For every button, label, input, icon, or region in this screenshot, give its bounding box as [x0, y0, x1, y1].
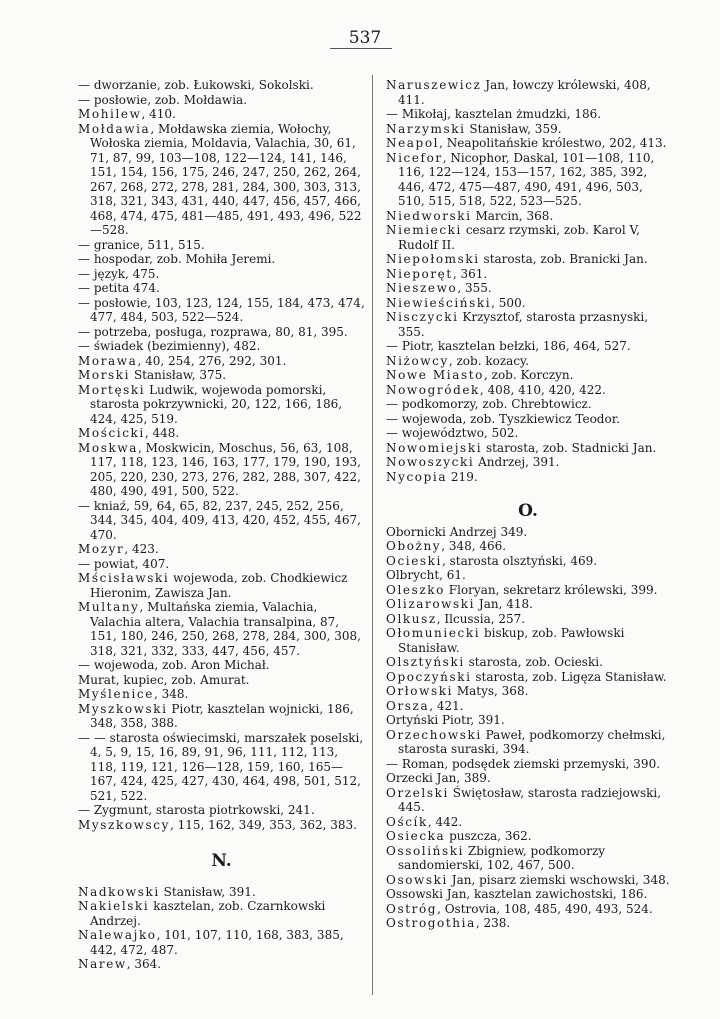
index-entry — [386, 223, 670, 252]
entry-headword: Olizarowski — [386, 597, 476, 611]
index-entry — [386, 122, 670, 137]
index-entry — [78, 803, 365, 818]
entry-headword: Olsztyński — [386, 655, 465, 669]
entry-headword: Olkusz — [386, 611, 437, 626]
entry-headword: Nycopia — [386, 469, 448, 484]
index-entry — [78, 957, 365, 972]
entry-text: Ossowski Jan, kasztelan zawichostski, 186. — [386, 887, 648, 901]
entry-text: — posłowie, zob. Mołdawia. — [78, 92, 248, 107]
entry-text: , 423. — [124, 542, 159, 556]
entry-text: — — starosta oświecimski, marszałek poselski, 4, 5, 9, 15, 16, 89, 91, 96, 111, 112, 113, 118, 119, 121, 126—128, 159, 160, 165—167, 424, 425, 427, 430, 464, 498, 501, 512, 521, 522. — [78, 730, 364, 803]
entry-headword: Mołdawia — [78, 121, 151, 136]
index-entry — [78, 252, 365, 267]
index-entry — [78, 267, 365, 282]
index-entry — [386, 310, 670, 339]
index-entry — [386, 887, 670, 902]
entry-text: starosta, zob. Ocieski. — [464, 655, 603, 669]
entry-headword: Morawa — [78, 353, 138, 368]
entry-headword: Obożny — [386, 539, 442, 553]
index-entry — [386, 757, 670, 772]
index-entry — [78, 368, 365, 383]
index-entry — [386, 426, 670, 441]
entry-text: starosta, zob. Stadnicki Jan. — [482, 440, 657, 455]
index-entry — [386, 107, 670, 122]
entry-headword: Orzechowski — [386, 727, 482, 742]
index-entry — [78, 687, 365, 702]
entry-text: , 238. — [475, 916, 511, 930]
entry-text: Jan, 418. — [475, 597, 533, 611]
index-entry — [386, 699, 670, 714]
entry-headword: Nieszewo — [386, 281, 458, 295]
entry-headword: Multany — [78, 600, 140, 614]
o-entry-list — [386, 525, 670, 931]
index-entry — [78, 658, 365, 673]
entry-text: , 442. — [427, 814, 463, 829]
entry-headword: Niewieściński — [386, 295, 492, 310]
entry-headword: Mościcki — [78, 426, 145, 440]
entry-text: cesarz rzymski, zob. Karol V, Rudolf II. — [398, 223, 640, 252]
entry-text: Stanisław, 359. — [465, 121, 562, 136]
entry-text: Ortyński Piotr, 391. — [386, 713, 505, 727]
left-entry-list — [78, 78, 365, 832]
entry-headword: Osowski — [386, 872, 448, 887]
index-entry — [386, 281, 670, 296]
entry-text: Świętosław, starosta radziejowski, 445. — [398, 785, 662, 814]
entry-text: starosta, zob. Branicki Jan. — [479, 252, 648, 266]
index-entry — [386, 597, 670, 612]
entry-text: Obornicki Andrzej 349. — [386, 524, 528, 539]
index-entry — [78, 600, 365, 658]
entry-headword: Ostrogothia — [386, 916, 476, 930]
entry-text: — granice, 511, 515. — [78, 237, 205, 252]
index-entry — [386, 670, 670, 685]
index-entry — [386, 252, 670, 267]
right-column — [386, 78, 670, 931]
index-entry — [386, 296, 670, 311]
entry-headword: Narew — [78, 957, 127, 971]
entry-text: , zob. Korczyn. — [484, 368, 574, 382]
index-entry — [386, 916, 670, 931]
index-entry — [78, 499, 365, 543]
entry-text: Stanisław, 375. — [130, 368, 227, 382]
entry-text: — Zygmunt, starosta piotrkowski, 241. — [78, 803, 315, 817]
entry-headword: Niżowcy — [386, 353, 449, 368]
entry-text: — powiat, 407. — [78, 556, 170, 571]
entry-text: Paweł, podkomorzy chełmski, starosta suraski, 394. — [398, 727, 666, 756]
entry-text: Ludwik, wojewoda pomorski, starosta pokrzywnicki, 20, 122, 166, 186, 424, 425, 519. — [90, 382, 343, 426]
index-entry — [78, 899, 365, 928]
index-entry — [386, 568, 670, 583]
entry-text: Olbrycht, 61. — [386, 568, 466, 582]
left-column — [78, 78, 365, 972]
index-entry — [386, 583, 670, 598]
index-entry — [386, 368, 670, 383]
entry-headword: Ossoliński — [386, 843, 465, 858]
entry-text: Krzysztof, starosta przasnyski, 355. — [398, 310, 649, 339]
entry-headword: Nowomiejski — [386, 440, 483, 455]
entry-text: Murat, kupiec, zob. Amurat. — [78, 672, 250, 687]
entry-text: — wojewoda, zob. Aron Michał. — [78, 658, 270, 672]
entry-text: — Piotr, kasztelan bełzki, 186, 464, 527. — [386, 339, 631, 353]
entry-text: , zob. kozacy. — [448, 353, 530, 368]
entry-text: — podkomorzy, zob. Chrebtowicz. — [386, 397, 592, 411]
n-entry-list — [78, 885, 365, 972]
index-entry — [78, 885, 365, 900]
index-entry — [78, 731, 365, 804]
entry-text: Floryan, sekretarz królewski, 399. — [444, 582, 658, 597]
entry-text: 219. — [447, 469, 478, 484]
index-entry — [78, 426, 365, 441]
entry-headword: Orłowski — [386, 684, 454, 698]
entry-text: , Moskwicin, Moschus, 56, 63, 108, 117, 118, 123, 146, 163, 177, 179, 190, 193, 205, 220, 230, 273, 276, 282, 288, 307, 422, 480, 490, 491, 500, 522. — [90, 440, 361, 498]
index-entry — [78, 557, 365, 572]
index-entry — [78, 238, 365, 253]
column-divider — [372, 75, 373, 995]
index-entry — [78, 122, 365, 238]
section-heading-n: N. — [211, 851, 232, 871]
entry-text: Jan, pisarz ziemski wschowski, 348. — [447, 872, 670, 887]
entry-text: — wojewoda, zob. Tyszkiewicz Teodor. — [386, 411, 620, 426]
entry-text: — język, 475. — [78, 266, 160, 281]
entry-text: Jan, łowczy królewski, 408, 411. — [398, 78, 651, 107]
entry-text: kasztelan, zob. Czarnkowski Andrzej. — [90, 899, 326, 928]
index-entry — [386, 539, 670, 554]
entry-text: , 421. — [429, 698, 464, 713]
index-entry — [386, 412, 670, 427]
index-entry — [78, 281, 365, 296]
index-entry — [386, 655, 670, 670]
entry-headword: Nisczycki — [386, 310, 459, 324]
index-entry — [78, 928, 365, 957]
entry-text: — posłowie, 103, 123, 124, 155, 184, 473, 474, 477, 484, 503, 522—524. — [78, 295, 365, 324]
entry-text: , 408, 410, 420, 422. — [479, 382, 606, 397]
entry-text: , 500. — [491, 295, 526, 310]
index-entry — [386, 209, 670, 224]
index-entry — [386, 554, 670, 569]
entry-headword: Myślenice — [78, 687, 154, 701]
entry-headword: Niemiecki — [386, 223, 462, 237]
entry-headword: Myszkowski — [78, 701, 168, 716]
entry-headword: Nowogródek — [386, 382, 480, 397]
index-entry — [386, 771, 670, 786]
entry-text: — petita 474. — [78, 281, 160, 295]
entry-headword: Nicefor — [386, 150, 443, 165]
entry-headword: Nakielski — [78, 899, 150, 913]
entry-text: , Neapolitańskie królestwo, 202, 413. — [439, 136, 667, 150]
entry-text: , Ilcussia, 257. — [436, 611, 526, 626]
entry-text: , 348. — [153, 687, 189, 701]
index-entry — [78, 441, 365, 499]
entry-text: puszcza, 362. — [445, 829, 532, 843]
entry-headword: Osiecka — [386, 829, 446, 843]
entry-headword: Niepołomski — [386, 252, 480, 266]
right-entry-list — [386, 78, 670, 484]
entry-text: — Mikołaj, kasztelan żmudzki, 186. — [386, 107, 602, 121]
index-entry — [78, 354, 365, 369]
index-entry — [78, 673, 365, 688]
entry-headword: Ocieski — [386, 553, 442, 568]
entry-headword: Nowe Miasto — [386, 368, 484, 382]
index-entry — [386, 339, 670, 354]
entry-text: — potrzeba, posługa, rozprawa, 80, 81, 395. — [78, 324, 348, 339]
entry-headword: Niedworski — [386, 208, 472, 223]
entry-text: Zbigniew, podkomorzy sandomierski, 102, 467, 500. — [398, 843, 606, 872]
index-entry — [78, 107, 365, 122]
entry-headword: Nadkowski — [78, 884, 160, 899]
page-number-rule — [330, 48, 392, 49]
entry-headword: Opoczyński — [386, 669, 472, 684]
entry-headword: Myszkowscy — [78, 817, 170, 832]
entry-text: , 101, 107, 110, 168, 383, 385, 442, 472, 487. — [90, 928, 344, 957]
index-entry — [386, 151, 670, 209]
entry-headword: Mścisławski — [78, 571, 170, 585]
index-entry — [386, 626, 670, 655]
index-entry — [78, 93, 365, 108]
entry-headword: Ostróg — [386, 901, 438, 916]
section-heading-o: O. — [518, 501, 538, 521]
index-entry — [386, 612, 670, 627]
index-entry — [386, 902, 670, 917]
index-entry — [386, 470, 670, 485]
index-entry — [386, 441, 670, 456]
entry-headword: Nieporęt — [386, 266, 453, 281]
entry-text: Stanisław, 391. — [159, 884, 256, 899]
index-entry — [78, 702, 365, 731]
entry-text: , 115, 162, 349, 353, 362, 383. — [169, 817, 357, 832]
index-entry — [386, 525, 670, 540]
index-entry — [386, 78, 670, 107]
index-entry — [78, 818, 365, 833]
entry-text: , 355. — [457, 281, 492, 295]
index-entry — [386, 267, 670, 282]
index-entry — [386, 713, 670, 728]
index-entry — [386, 354, 670, 369]
entry-headword: Mohilew — [78, 107, 142, 121]
index-entry — [386, 684, 670, 699]
index-entry — [78, 325, 365, 340]
index-entry — [386, 829, 670, 844]
index-entry — [386, 397, 670, 412]
page-number: 537 — [348, 28, 382, 48]
entry-text: , 410. — [141, 107, 176, 121]
entry-text: , 40, 254, 276, 292, 301. — [137, 353, 287, 368]
entry-text: , 448. — [144, 426, 180, 440]
entry-text: , Multańska ziemia, Valachia, Valachia altera, Valachia transalpina, 87, 151, 180, 246, 250, 268, 278, 284, 300, 308, 318, 321, 332, 333, 447, 456, 457. — [90, 600, 361, 658]
entry-headword: Mozyr — [78, 542, 125, 556]
entry-text: biskup, zob. Pawłowski Stanisław. — [398, 626, 625, 655]
entry-headword: Oleszko — [386, 582, 445, 597]
entry-text: starosta, zob. Ligęza Stanisław. — [471, 669, 667, 684]
index-entry — [78, 383, 365, 427]
entry-text: , Ostrovia, 108, 485, 490, 493, 524. — [437, 901, 653, 916]
entry-text: — świadek (bezimienny), 482. — [78, 339, 261, 353]
index-entry — [78, 571, 365, 600]
index-entry — [386, 786, 670, 815]
index-entry — [78, 542, 365, 557]
entry-text: wojewoda, zob. Chodkiewicz Hieronim, Zawisza Jan. — [90, 571, 348, 600]
index-entry — [386, 455, 670, 470]
entry-headword: Orsza — [386, 698, 430, 713]
index-entry — [386, 844, 670, 873]
entry-headword: Nalewajko — [78, 928, 157, 942]
entry-text: , 364. — [126, 957, 162, 971]
entry-text: , Nicophor, Daskal, 101—108, 110, 116, 122—124, 153—157, 162, 385, 392, 446, 472, 475—487, 490, 491, 496, 503, 510, 515, 518, 522, 523—525. — [398, 150, 655, 208]
entry-headword: Oścík — [386, 814, 428, 829]
entry-text: Piotr, kasztelan wojnicki, 186, 348, 358, 388. — [90, 701, 354, 730]
entry-text: — Roman, podsędek ziemski przemyski, 390. — [386, 756, 661, 771]
entry-text: — województwo, 502. — [386, 426, 519, 440]
entry-text: Andrzej, 391. — [474, 455, 560, 469]
entry-text: — dworzanie, zob. Łukowski, Sokolski. — [78, 78, 314, 92]
index-entry — [78, 296, 365, 325]
index-entry — [386, 728, 670, 757]
entry-text: , 348, 466. — [441, 539, 507, 553]
entry-headword: Morski — [78, 368, 131, 382]
entry-text: , starosta olsztyński, 469. — [441, 553, 598, 568]
index-entry — [386, 873, 670, 888]
index-entry — [78, 78, 365, 93]
entry-text: — kniaź, 59, 64, 65, 82, 237, 245, 252, 256, 344, 345, 404, 409, 413, 420, 452, 455, 467, 470. — [78, 498, 361, 542]
entry-text: Marcin, 368. — [471, 208, 554, 223]
entry-headword: Orzelski — [386, 785, 449, 800]
entry-text: , Mołdawska ziemia, Wołochy, Wołoska ziemia, Moldavia, Valachia, 30, 61, 71, 87, 99, 103—108, 122—124, 141, 146, 151, 154, 156, 175, 246, 247, 250, 262, 264, 267, 268, 272, 278, 281, 284, 300, 303, 313, 318, 321, 343, 431, 440, 447, 456, 457, 466, 468, 474, 475, 481—485, 491, 493, 496, 522—528. — [90, 121, 362, 237]
index-entry — [78, 339, 365, 354]
entry-headword: Nowoszycki — [386, 455, 475, 469]
entry-headword: Narzymski — [386, 121, 466, 136]
entry-text: , 361. — [452, 266, 488, 281]
entry-text: Matys, 368. — [453, 684, 529, 698]
entry-headword: Moskwa — [78, 440, 138, 455]
entry-headword: Naruszewicz — [386, 78, 482, 92]
entry-text: — hospodar, zob. Mohiła Jeremi. — [78, 252, 276, 266]
entry-text: Orzecki Jan, 389. — [386, 771, 491, 785]
entry-headword: Mortęski — [78, 382, 146, 397]
entry-headword: Neapol — [386, 136, 440, 150]
index-entry — [386, 383, 670, 398]
index-entry — [386, 815, 670, 830]
index-entry — [386, 136, 670, 151]
entry-headword: Ołomuniecki — [386, 626, 481, 640]
